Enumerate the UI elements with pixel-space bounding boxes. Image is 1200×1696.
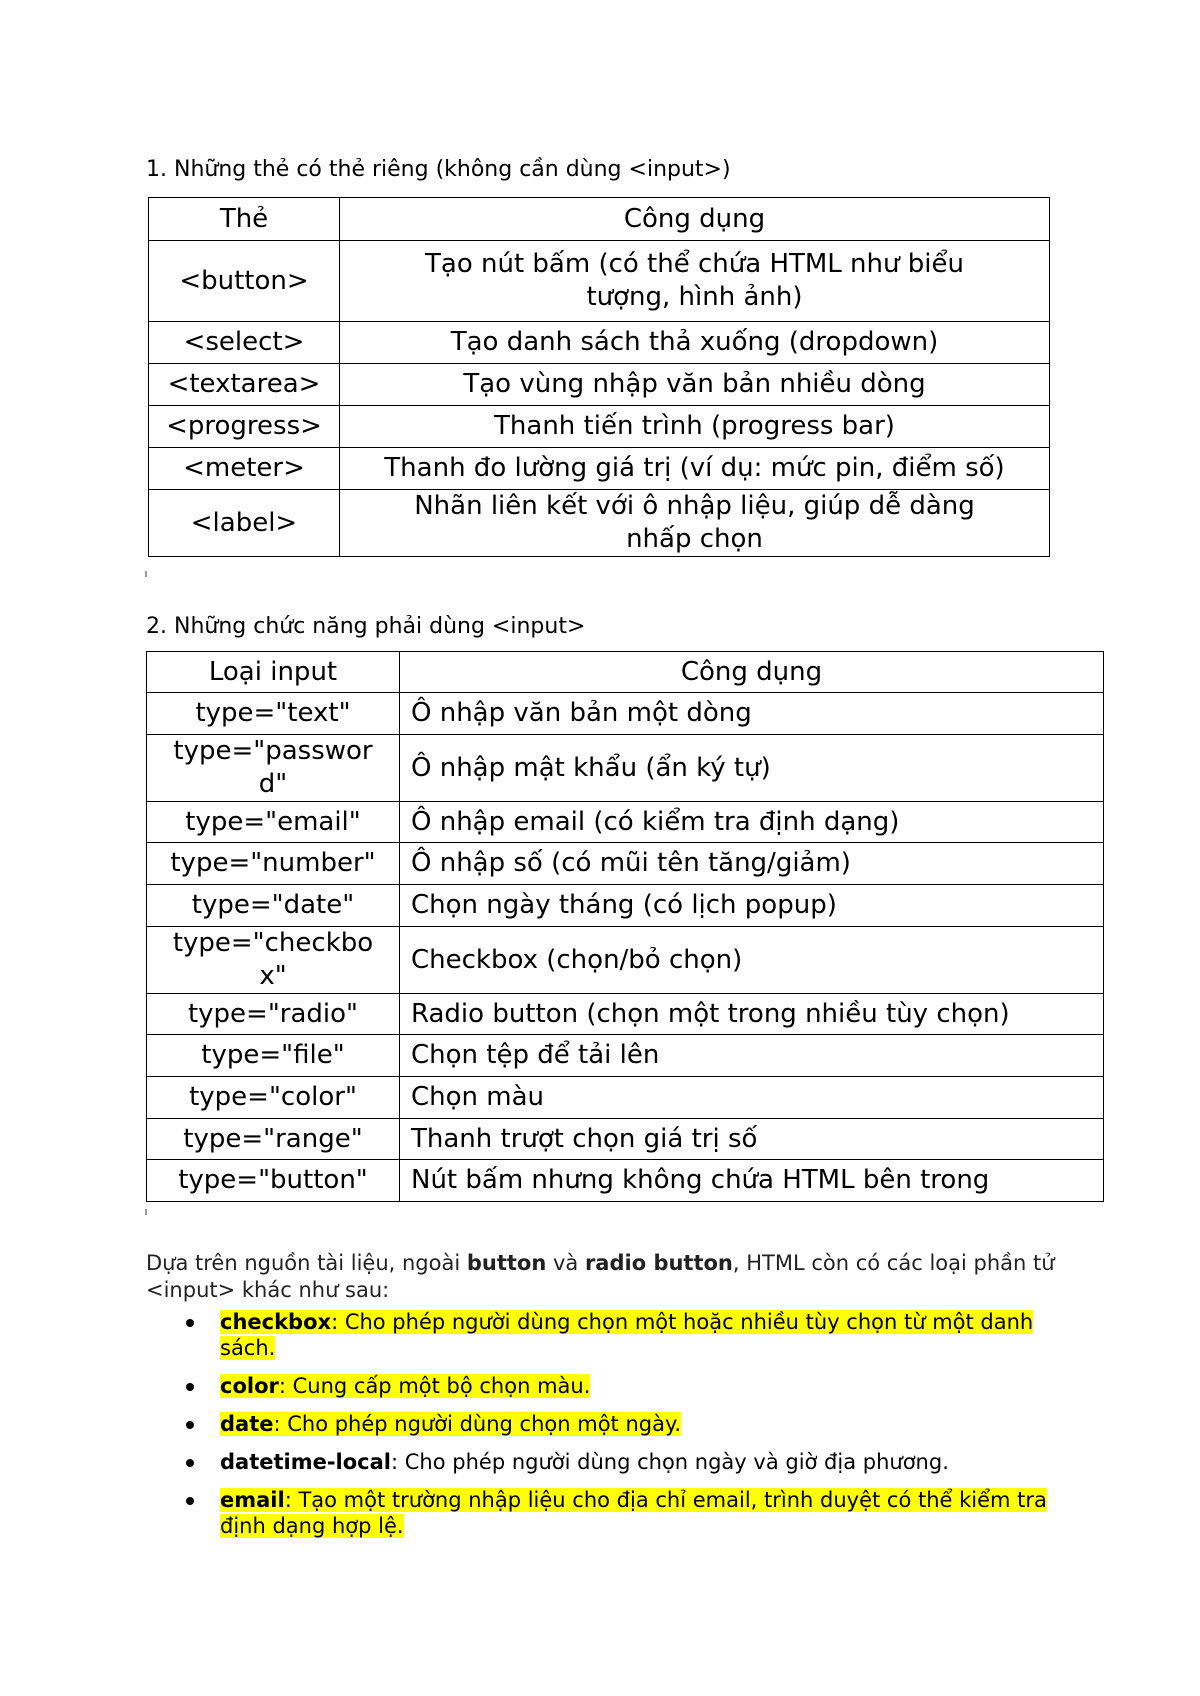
type-cell: type="file" (147, 1035, 400, 1077)
header-use: Công dụng (340, 198, 1050, 241)
table-row (147, 1077, 1104, 1119)
type-cell: type="password" (147, 735, 400, 802)
list-text: : Cho phép người dùng chọn một ngày. (273, 1412, 682, 1436)
intro-paragraph (146, 1250, 1064, 1304)
type-cell: type="email" (147, 802, 400, 843)
list-text: : Cho phép người dùng chọn một hoặc nhiều tùy chọn từ một danh sách. (220, 1310, 1034, 1360)
type-cell: type="color" (147, 1077, 400, 1119)
tag-cell: <progress> (149, 406, 340, 448)
table-header-row (147, 652, 1104, 693)
bullet-icon (186, 1459, 194, 1467)
table-row (149, 241, 1050, 322)
tag-cell: <select> (149, 322, 340, 364)
highlighted-text (220, 1488, 1047, 1538)
highlighted-text (220, 1412, 681, 1436)
table-row (149, 364, 1050, 406)
intro-term-radio: radio button (584, 1251, 733, 1275)
type-cell: type="date" (147, 885, 400, 927)
table-row (149, 406, 1050, 448)
table-row (147, 927, 1104, 994)
bullet-icon (186, 1319, 194, 1327)
type-cell: type="checkbox" (147, 927, 400, 994)
list-term: color (220, 1374, 279, 1398)
list-item (146, 1487, 1066, 1539)
type-cell: type="radio" (147, 994, 400, 1035)
use-cell: Radio button (chọn một trong nhiều tùy chọn) (400, 994, 1104, 1035)
list-term: datetime-local (220, 1450, 392, 1474)
list-text: : Cung cấp một bộ chọn màu. (278, 1374, 591, 1398)
use-cell: Chọn tệp để tải lên (400, 1035, 1104, 1077)
intro-term-button: button (466, 1251, 547, 1275)
list-text: : Tạo một trường nhập liệu cho địa chỉ email, trình duyệt có thể kiểm tra định dạng hợp lệ. (220, 1488, 1047, 1538)
use-cell: Thanh đo lường giá trị (ví dụ: mức pin, điểm số) (340, 448, 1050, 490)
intro-text: , HTML còn có các loại phần tử <input> khác như sau: (146, 1251, 1055, 1302)
list-term: date (220, 1412, 274, 1436)
use-cell: Chọn màu (400, 1077, 1104, 1119)
list-item (146, 1449, 1066, 1475)
use-cell: Ô nhập email (có kiểm tra định dạng) (400, 802, 1104, 843)
use-cell: Thanh tiến trình (progress bar) (340, 406, 1050, 448)
table-row (149, 490, 1050, 557)
use-cell: Checkbox (chọn/bỏ chọn) (400, 927, 1104, 994)
table-row (147, 1035, 1104, 1077)
header-tag: Thẻ (149, 198, 340, 241)
use-cell: Ô nhập số (có mũi tên tăng/giảm) (400, 843, 1104, 885)
highlighted-text (220, 1310, 1033, 1360)
section1-heading: 1. Những thẻ có thẻ riêng (không cần dùng <input>) (146, 157, 731, 182)
use-cell: Tạo vùng nhập văn bản nhiều dòng (340, 364, 1050, 406)
type-cell: type="number" (147, 843, 400, 885)
use-cell: Thanh trượt chọn giá trị số (400, 1119, 1104, 1160)
use-cell: Chọn ngày tháng (có lịch popup) (400, 885, 1104, 927)
header-type: Loại input (147, 652, 400, 693)
type-cell: type="button" (147, 1160, 400, 1202)
use-cell: Tạo nút bấm (có thể chứa HTML như biểu tượng, hình ảnh) (340, 241, 1050, 322)
plain-text (220, 1450, 949, 1474)
bullet-icon (186, 1421, 194, 1429)
table-row (147, 693, 1104, 735)
input-type-list (146, 1309, 1066, 1551)
use-cell: Ô nhập văn bản một dòng (400, 693, 1104, 735)
table-row (147, 1119, 1104, 1160)
use-cell: Ô nhập mật khẩu (ẩn ký tự) (400, 735, 1104, 802)
table-header-row (149, 198, 1050, 241)
table-row (147, 1160, 1104, 1202)
paragraph-mark (145, 571, 147, 577)
table-row (149, 448, 1050, 490)
bullet-icon (186, 1497, 194, 1505)
table-row (147, 885, 1104, 927)
highlighted-text (220, 1374, 590, 1398)
table-row (147, 843, 1104, 885)
tag-cell: <label> (149, 490, 340, 557)
tag-cell: <meter> (149, 448, 340, 490)
tag-cell: <button> (149, 241, 340, 322)
use-cell: Nhãn liên kết với ô nhập liệu, giúp dễ dàng nhấp chọn (340, 490, 1050, 557)
intro-text: và (546, 1251, 585, 1275)
list-item (146, 1309, 1066, 1361)
list-term: checkbox (220, 1310, 332, 1334)
section2-heading: 2. Những chức năng phải dùng <input> (146, 614, 586, 639)
list-item (146, 1373, 1066, 1399)
use-cell: Tạo danh sách thả xuống (dropdown) (340, 322, 1050, 364)
paragraph-mark (145, 1209, 147, 1215)
use-cell: Nút bấm nhưng không chứa HTML bên trong (400, 1160, 1104, 1202)
bullet-icon (186, 1383, 194, 1391)
tag-cell: <textarea> (149, 364, 340, 406)
header-use: Công dụng (400, 652, 1104, 693)
table-row (149, 322, 1050, 364)
tag-table (148, 197, 1050, 557)
type-cell: type="range" (147, 1119, 400, 1160)
list-item (146, 1411, 1066, 1437)
type-cell: type="text" (147, 693, 400, 735)
table-row (147, 802, 1104, 843)
table-row (147, 735, 1104, 802)
table-row (147, 994, 1104, 1035)
list-text: : Cho phép người dùng chọn ngày và giờ địa phương. (391, 1450, 949, 1474)
input-type-table (146, 651, 1104, 1202)
list-term: email (220, 1488, 285, 1512)
intro-text: Dựa trên nguồn tài liệu, ngoài (146, 1251, 467, 1275)
